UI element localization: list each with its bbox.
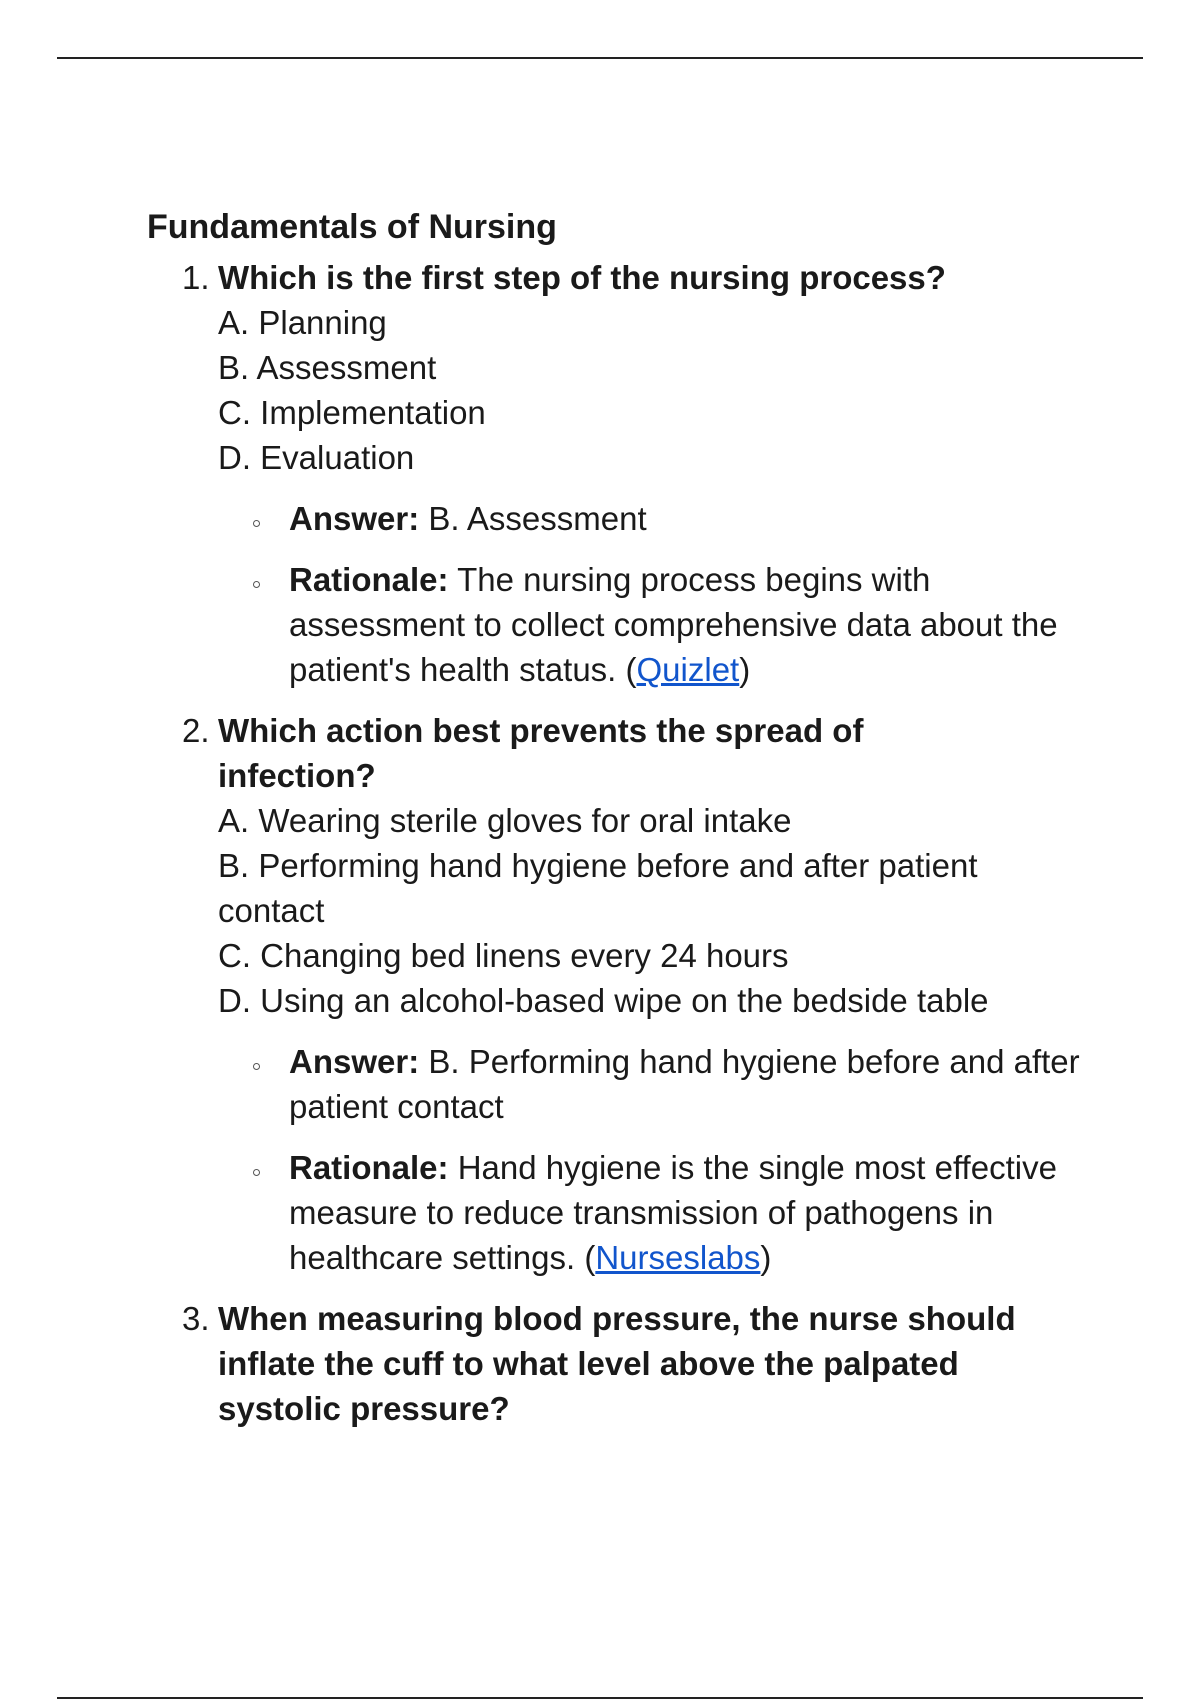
answer-details — [218, 496, 1107, 692]
source-link-quizlet[interactable]: Quizlet — [636, 651, 740, 688]
question-text: When measuring blood pressure, the nurse should inflate the cuff to what level above the palpated systolic pressure? — [218, 1300, 1016, 1427]
option-list — [218, 300, 1107, 480]
question-item-3 — [147, 1296, 1107, 1431]
question-number: 3. — [182, 1300, 210, 1337]
answer-item — [218, 1039, 1089, 1129]
option-a: A. Planning — [218, 304, 387, 341]
answer-label: Answer: — [289, 500, 420, 537]
answer-item — [218, 496, 1089, 541]
option-d: D. Using an alcohol-based wipe on the bedside table — [218, 982, 989, 1019]
rationale-text: The nursing process begins with assessment to collect comprehensive data about the patient's health status. — [289, 561, 1058, 688]
hollow-circle-bullet-icon — [253, 520, 260, 527]
question-number: 1. — [182, 259, 210, 296]
answer-details — [218, 1039, 1107, 1280]
rationale-text: Hand hygiene is the single most effective measure to reduce transmission of pathogens in healthcare settings. — [289, 1149, 1057, 1276]
answer-text: B. Performing hand hygiene before and after patient contact — [289, 1043, 1080, 1125]
option-c: C. Changing bed linens every 24 hours — [218, 937, 789, 974]
hollow-circle-bullet-icon — [253, 581, 260, 588]
source-link-nurseslabs[interactable]: Nurseslabs — [595, 1239, 761, 1276]
question-text: Which action best prevents the spread of infection? — [218, 712, 864, 794]
answer-label: Answer: — [289, 1043, 420, 1080]
bottom-divider — [57, 1697, 1143, 1699]
option-list — [218, 798, 1107, 1023]
option-c: C. Implementation — [218, 394, 486, 431]
hollow-circle-bullet-icon — [253, 1169, 260, 1176]
rationale-item — [218, 557, 1089, 692]
document-body — [147, 205, 1107, 1445]
hollow-circle-bullet-icon — [253, 1063, 260, 1070]
option-d: D. Evaluation — [218, 439, 415, 476]
source-open-paren: ( — [625, 651, 637, 688]
rationale-label: Rationale: — [289, 561, 449, 598]
rationale-label: Rationale: — [289, 1149, 449, 1186]
question-item-2 — [147, 708, 1107, 1280]
option-a: A. Wearing sterile gloves for oral intake — [218, 802, 792, 839]
source-open-paren: ( — [584, 1239, 596, 1276]
answer-text: B. Assessment — [419, 500, 647, 537]
option-b: B. Assessment — [218, 349, 437, 386]
question-text: Which is the first step of the nursing process? — [218, 259, 946, 296]
question-item-1 — [147, 255, 1107, 692]
question-number: 2. — [182, 712, 210, 749]
document-title: Fundamentals of Nursing — [147, 208, 557, 246]
top-divider — [57, 57, 1143, 59]
source-close-paren: ) — [760, 1239, 772, 1276]
option-b: B. Performing hand hygiene before and after patient contact — [218, 847, 978, 929]
rationale-item — [218, 1145, 1089, 1280]
source-close-paren: ) — [739, 651, 751, 688]
question-list — [147, 255, 1107, 1431]
